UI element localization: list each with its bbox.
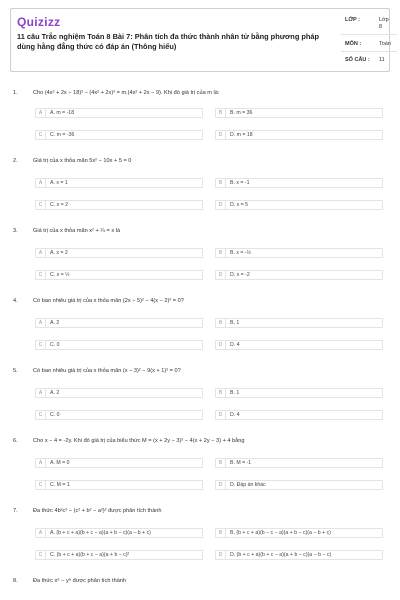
q1-option-b[interactable] [215, 108, 383, 118]
option-text: D. x = -2 [230, 272, 250, 278]
option-text: B. 1 [230, 320, 240, 326]
option-text: A. m = -18 [50, 110, 75, 116]
option-letter: C [36, 481, 46, 489]
question-number: 3. [13, 228, 18, 234]
option-text: D. m = 18 [230, 132, 253, 138]
q4-option-c[interactable] [35, 340, 203, 350]
option-letter: B [216, 459, 226, 467]
question-text: Cho (4x² + 2x − 18)² − (4x² + 2x)² = m.(4x² + 2x − 9). Khi đó giá trị của m là: [33, 90, 220, 96]
q2-option-c[interactable] [35, 200, 203, 210]
q7-option-c[interactable] [35, 550, 203, 560]
question-number: 4. [13, 298, 18, 304]
option-text: D. (b + c + a)(b + c − a)(a + b − c)(a − b − c) [230, 552, 332, 558]
q3-option-d[interactable] [215, 270, 383, 280]
option-letter: B [216, 529, 226, 537]
option-letter: A [36, 179, 46, 187]
question-text: Đa thức x⁶ − y⁶ được phân tích thành [33, 578, 127, 584]
q1-option-d[interactable] [215, 130, 383, 140]
question-number: 2. [13, 158, 18, 164]
option-letter: D [216, 131, 226, 139]
q2-option-b[interactable] [215, 178, 383, 188]
option-letter: D [216, 481, 226, 489]
option-text: C. x = 2 [50, 202, 69, 208]
meta-lop-label: LỚP : [345, 17, 360, 23]
question-number: 7. [13, 508, 18, 514]
q6-option-d[interactable] [215, 480, 383, 490]
q5-option-a[interactable] [35, 388, 203, 398]
option-text: B. m = 36 [230, 110, 253, 116]
q4-option-d[interactable] [215, 340, 383, 350]
meta-mon-value: Toán [379, 41, 391, 47]
option-text: C. m = -36 [50, 132, 75, 138]
option-text: D. 4 [230, 342, 240, 348]
question-number: 1. [13, 90, 18, 96]
option-letter: A [36, 319, 46, 327]
question-text: Có bao nhiêu giá trị của x thỏa mãn (2x − 5)² − 4(x − 2)² = 0? [33, 298, 184, 304]
option-text: B. 1 [230, 390, 240, 396]
option-text: A. 2 [50, 390, 60, 396]
option-letter: D [216, 341, 226, 349]
q7-option-d[interactable] [215, 550, 383, 560]
q5-option-c[interactable] [35, 410, 203, 420]
option-letter: B [216, 389, 226, 397]
worksheet-title: 11 câu Trắc nghiệm Toán 8 Bài 7: Phân tích đa thức thành nhân tử bằng phương pháp dùng hằng đẳng thức có đáp án (Thông hiểu) [17, 32, 320, 51]
option-letter: B [216, 109, 226, 117]
option-letter: A [36, 109, 46, 117]
option-text: A. 2 [50, 320, 60, 326]
option-text: C. 0 [50, 412, 60, 418]
question-text: Đa thức 4b²c² − (c² + b² − a²)² được phân tích thành [33, 508, 162, 514]
option-letter: A [36, 459, 46, 467]
q2-option-a[interactable] [35, 178, 203, 188]
question-text: Cho x − 4 = -2y. Khi đó giá trị của biểu thức M = (x + 2y − 3)² − 4(x + 2y − 3) + 4 bằng [33, 438, 245, 444]
option-letter: D [216, 271, 226, 279]
q6-option-a[interactable] [35, 458, 203, 468]
option-letter: D [216, 201, 226, 209]
option-letter: B [216, 249, 226, 257]
option-letter: B [216, 319, 226, 327]
option-letter: C [36, 201, 46, 209]
option-text: A. x = 2 [50, 250, 68, 256]
option-letter: A [36, 529, 46, 537]
option-letter: A [36, 389, 46, 397]
q2-option-d[interactable] [215, 200, 383, 210]
option-text: C. (b + c + a)(b + c − a)(a + b − c)² [50, 552, 130, 558]
q3-option-b[interactable] [215, 248, 383, 258]
quizizz-logo: Quizizz [17, 15, 61, 29]
q4-option-a[interactable] [35, 318, 203, 328]
q5-option-d[interactable] [215, 410, 383, 420]
question-number: 8. [13, 578, 18, 584]
q1-option-c[interactable] [35, 130, 203, 140]
option-letter: C [36, 551, 46, 559]
q4-option-b[interactable] [215, 318, 383, 328]
option-text: B. x = -1 [230, 180, 250, 186]
worksheet-header [10, 8, 390, 72]
option-text: A. x = 1 [50, 180, 68, 186]
option-letter: C [36, 131, 46, 139]
question-text: Giá trị của x thỏa mãn 5x² − 10x + 5 = 0 [33, 158, 132, 164]
option-text: B. M = -1 [230, 460, 252, 466]
option-text: A. (b + c + a)(b + c − a)(a + b − c)(a − b + c) [50, 530, 151, 536]
option-text: C. M = 1 [50, 482, 70, 488]
option-text: B. x = -½ [230, 250, 251, 256]
option-letter: D [216, 411, 226, 419]
option-letter: C [36, 411, 46, 419]
question-number: 6. [13, 438, 18, 444]
option-letter: B [216, 179, 226, 187]
option-text: D. 4 [230, 412, 240, 418]
option-text: C. 0 [50, 342, 60, 348]
q7-option-b[interactable] [215, 528, 383, 538]
q3-option-a[interactable] [35, 248, 203, 258]
option-text: C. x = ½ [50, 272, 70, 278]
q6-option-c[interactable] [35, 480, 203, 490]
meta-socau-value: 11 [379, 57, 385, 63]
option-text: B. (b + c + a)(b − c − a)(a + b − c)(a − b + c) [230, 530, 331, 536]
q6-option-b[interactable] [215, 458, 383, 468]
option-letter: D [216, 551, 226, 559]
question-number: 5. [13, 368, 18, 374]
option-text: D. x = 5 [230, 202, 249, 208]
meta-mon-label: MÔN : [345, 41, 362, 47]
q3-option-c[interactable] [35, 270, 203, 280]
option-letter: A [36, 249, 46, 257]
option-text: D. Đáp án khác [230, 482, 266, 488]
meta-lop-value: Lớp 8 [379, 17, 389, 30]
q7-option-a[interactable] [35, 528, 203, 538]
option-letter: C [36, 271, 46, 279]
option-letter: C [36, 341, 46, 349]
option-text: A. M = 0 [50, 460, 70, 466]
question-text: Giá trị của x thỏa mãn x² + ¼ = x là [33, 228, 121, 234]
q1-option-a[interactable] [35, 108, 203, 118]
q5-option-b[interactable] [215, 388, 383, 398]
question-text: Có bao nhiêu giá trị của x thỏa mãn (x − 3)² − 9(x + 1)² = 0? [33, 368, 181, 374]
meta-socau-label: SỐ CÂU : [345, 57, 370, 63]
